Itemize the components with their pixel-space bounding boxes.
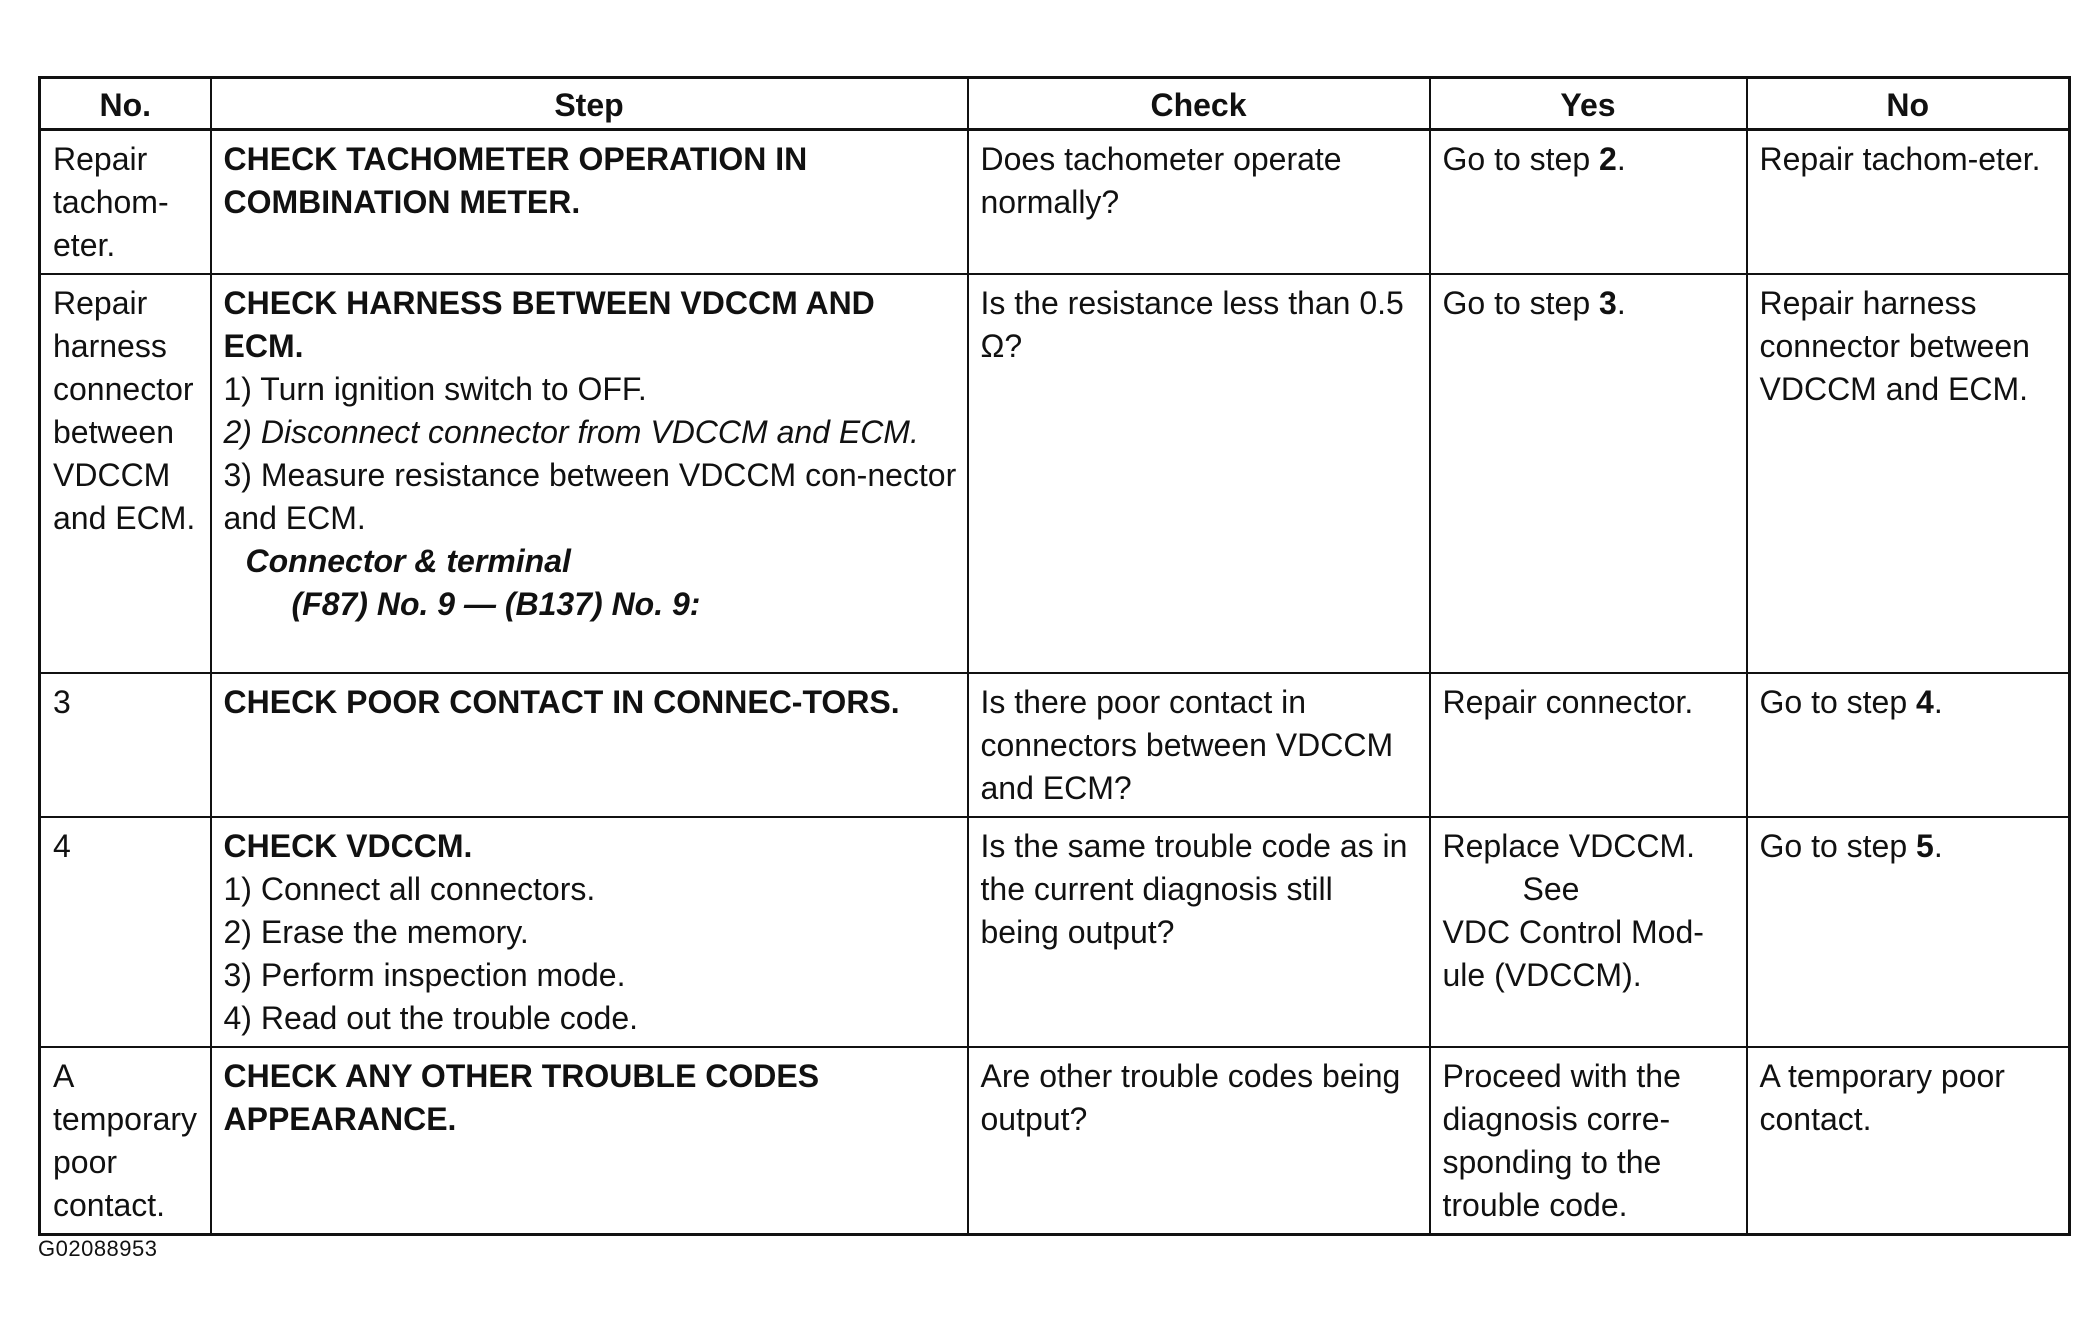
yes-reference: VDC Control Mod-ule (VDCCM).	[1442, 914, 1704, 993]
step-title: CHECK HARNESS BETWEEN VDCCM AND ECM.	[223, 285, 875, 364]
step-cell	[211, 1047, 968, 1235]
header-check: Check	[968, 78, 1430, 130]
check-cell: Are other trouble codes being output?	[968, 1047, 1430, 1235]
check-cell: Is the same trouble code as in the current diagnosis still being output?	[968, 817, 1430, 1047]
no-step-number: 5	[1916, 828, 1934, 864]
check-cell: Is there poor contact in connectors between VDCCM and ECM?	[968, 673, 1430, 817]
no-cell: A temporary poor contact.	[1747, 1047, 2070, 1235]
substep: 1) Turn ignition switch to OFF.	[223, 371, 647, 407]
yes-suffix: .	[1616, 285, 1626, 321]
table-row	[40, 673, 2070, 817]
yes-cell: Repair connector.	[1430, 673, 1747, 817]
check-cell: Does tachometer operate normally?	[968, 130, 1430, 275]
no-suffix: .	[1933, 684, 1943, 720]
table-row	[40, 130, 2070, 275]
substep: 2) Disconnect connector from VDCCM and ECM.	[223, 414, 919, 450]
step-cell	[211, 817, 968, 1047]
no-step-number: 4	[1916, 684, 1934, 720]
table-header-row	[40, 78, 2070, 130]
yes-cell	[1430, 130, 1747, 275]
header-no: No.	[40, 78, 211, 130]
connector-label: Connector & terminal	[245, 543, 571, 579]
step-title: CHECK VDCCM.	[223, 828, 473, 864]
row-number: 4	[40, 817, 211, 1047]
row-number: A temporary poor contact.	[40, 1047, 211, 1235]
no-prefix: Go to step	[1759, 684, 1917, 720]
no-cell: Repair tachom-eter.	[1747, 130, 2070, 275]
step-cell	[211, 130, 968, 275]
yes-step-number: 3	[1599, 285, 1617, 321]
step-title: CHECK ANY OTHER TROUBLE CODES APPEARANCE.	[223, 1058, 820, 1137]
substep: 2) Erase the memory.	[223, 914, 529, 950]
yes-suffix: .	[1616, 141, 1626, 177]
step-title: CHECK POOR CONTACT IN CONNEC-TORS.	[223, 684, 900, 720]
no-cell	[1747, 673, 2070, 817]
header-step: Step	[211, 78, 968, 130]
no-cell	[1747, 817, 2070, 1047]
table-row	[40, 817, 2070, 1047]
yes-cell	[1430, 274, 1747, 673]
yes-prefix: Go to step	[1442, 141, 1600, 177]
step-title: CHECK TACHOMETER OPERATION IN COMBINATION METER.	[223, 141, 808, 220]
row-number: 3	[40, 673, 211, 817]
yes-see: See	[1522, 871, 1580, 907]
substep: 3) Measure resistance between VDCCM con-nector and ECM.	[223, 457, 957, 536]
yes-action: Replace VDCCM.	[1442, 828, 1696, 864]
step-cell	[211, 673, 968, 817]
substep: 4) Read out the trouble code.	[223, 1000, 638, 1036]
table-row	[40, 1047, 2070, 1235]
substep: 3) Perform inspection mode.	[223, 957, 626, 993]
row-number: Repair harness connector between VDCCM and ECM.	[40, 274, 211, 673]
check-cell: Is the resistance less than 0.5 Ω?	[968, 274, 1430, 673]
table-row	[40, 274, 2070, 673]
no-suffix: .	[1933, 828, 1943, 864]
header-yes: Yes	[1430, 78, 1747, 130]
header-no-result: No	[1747, 78, 2070, 130]
yes-cell: Proceed with the diagnosis corre-sponding to the trouble code.	[1430, 1047, 1747, 1235]
no-prefix: Go to step	[1759, 828, 1917, 864]
no-cell: Repair harness connector between VDCCM and ECM.	[1747, 274, 2070, 673]
connector-spec: (F87) No. 9 — (B137) No. 9:	[291, 586, 701, 622]
yes-step-number: 2	[1599, 141, 1617, 177]
substep: 1) Connect all connectors.	[223, 871, 596, 907]
yes-cell	[1430, 817, 1747, 1047]
diagnostic-table	[38, 76, 2071, 1236]
row-number: Repair tachom-eter.	[40, 130, 211, 275]
yes-prefix: Go to step	[1442, 285, 1600, 321]
figure-id: G02088953	[38, 1236, 158, 1261]
step-cell	[211, 274, 968, 673]
